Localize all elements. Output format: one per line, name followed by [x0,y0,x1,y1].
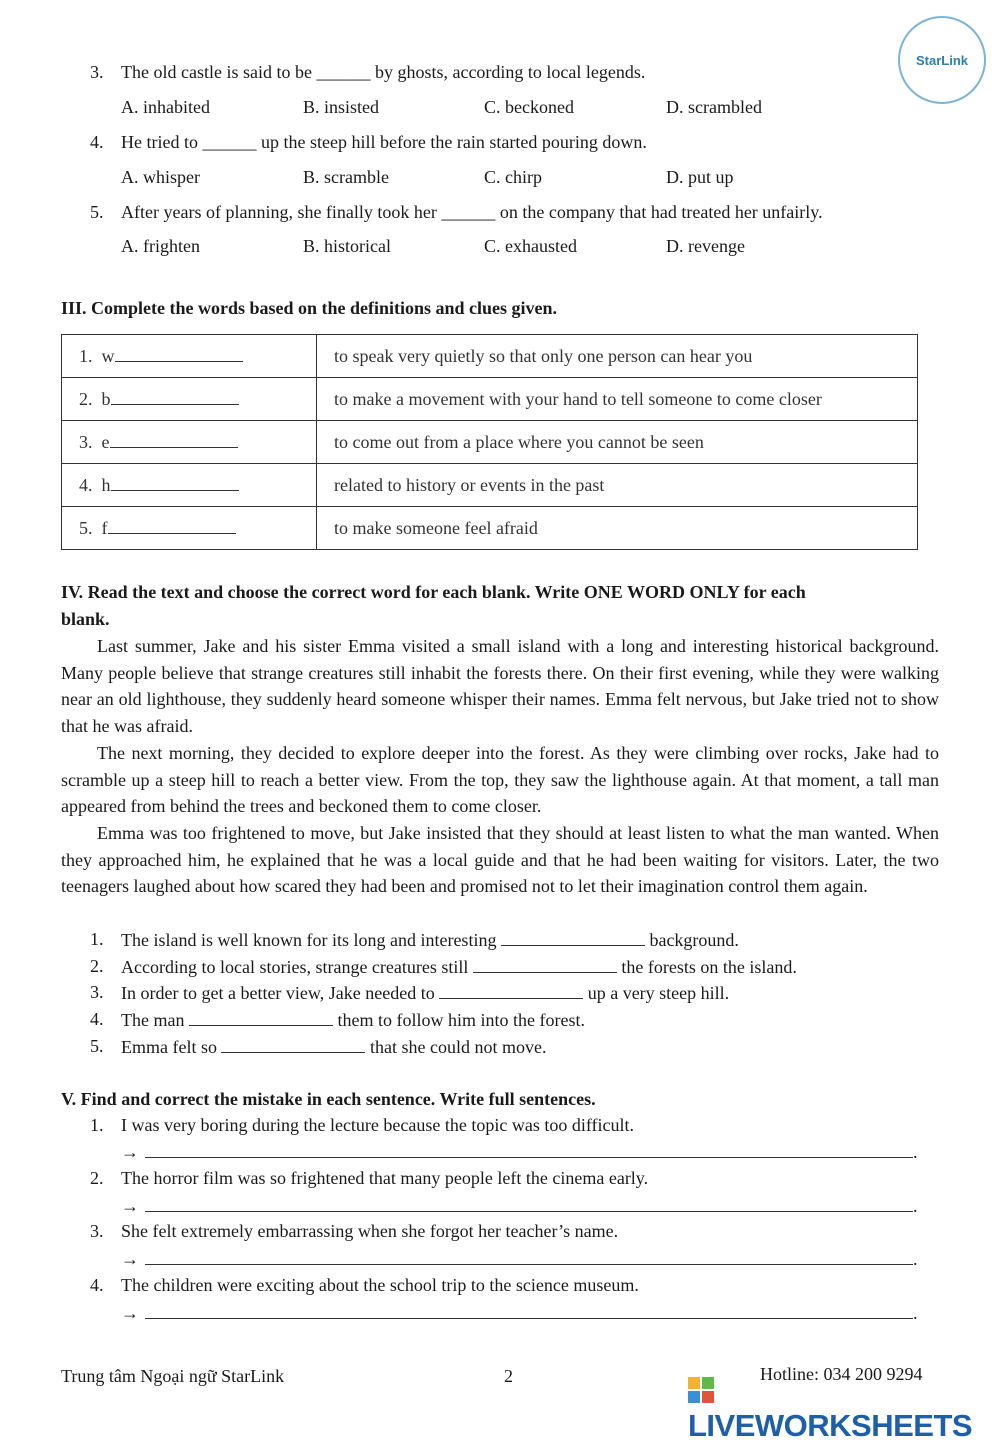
reading-paragraph-3 [61,820,939,900]
table-row [62,335,918,378]
liveworksheets-icon [688,1377,714,1403]
answer-blank[interactable] [439,982,583,999]
question-text-after: background. [649,930,739,950]
answer-input[interactable] [145,1141,913,1158]
row-number: 1. [79,346,93,366]
question-text: After years of planning, she finally took her ______ on the company that had treated her unfairly. [121,202,823,222]
question-number: 2. [90,956,104,976]
question-text-after: up a very steep hill. [587,983,730,1003]
end-mark: . [913,1142,918,1162]
word-cell[interactable] [62,421,317,464]
question-number: 2. [90,1168,104,1188]
word-blank[interactable] [108,517,236,534]
answer-blank[interactable] [473,956,617,973]
end-mark: . [913,1249,918,1269]
question-text-before: In order to get a better view, Jake needed to [121,983,435,1003]
question-text-before: Emma felt so [121,1037,217,1057]
option-d[interactable]: D. revenge [666,236,745,256]
question-number: 4. [90,1009,104,1029]
definition-cell: to come out from a place where you cannot be seen [317,421,918,464]
option-a[interactable]: A. inhabited [121,97,210,117]
question-text: I was very boring during the lecture because the topic was too difficult. [121,1115,635,1135]
answer-input[interactable] [145,1195,913,1212]
logo-text: StarLink [915,52,968,68]
word-blank[interactable] [115,345,243,362]
option-d[interactable]: D. put up [666,167,734,187]
table-row [62,507,918,550]
question-number: 1. [90,1115,104,1135]
option-d[interactable]: D. scrambled [666,97,762,117]
option-b[interactable]: B. scramble [303,167,389,187]
option-c[interactable]: C. exhausted [484,236,577,256]
footer-center-name: Trung tâm Ngoại ngữ StarLink [61,1366,285,1386]
answer-input[interactable] [145,1302,913,1319]
table-row [62,464,918,507]
question-text-after: that she could not move. [369,1037,547,1057]
definition-cell: to speak very quietly so that only one person can hear you [317,335,918,378]
question-number: 1. [90,929,104,949]
watermark-text: LIVEWORKSHEETS [688,1408,973,1443]
option-b[interactable]: B. historical [303,236,391,256]
answer-line [121,1302,921,1324]
option-a[interactable]: A. whisper [121,167,200,187]
definition-cell: to make a movement with your hand to tell someone to come closer [317,378,918,421]
liveworksheets-watermark [688,1372,1000,1444]
row-number: 5. [79,518,93,538]
answer-line [121,1248,921,1270]
arrow-icon: → [121,1303,139,1323]
question-text: The horror film was so frightened that many people left the cinema early. [121,1168,649,1188]
footer-hotline: Hotline: 034 200 9294 [760,1364,923,1384]
reading-paragraph-2 [61,740,939,820]
word-blank[interactable] [111,388,239,405]
reading-paragraph-1 [61,633,939,740]
table-row [62,378,918,421]
arrow-icon: → [121,1249,139,1269]
word-cell[interactable] [62,507,317,550]
section-4-heading-cont: blank. [61,609,110,629]
question-number: 3. [90,1221,104,1241]
option-a[interactable]: A. frighten [121,236,200,256]
paragraph-text: Emma was too frightened to move, but Jake insisted that they should at least listen to what the man wanted. When they approached him, he explained that he was a local guide and that he had been waiting for visitors. Later, the two teenagers laughed about how scared they had been and promised not to let their imagination control them again. [61,823,939,897]
question-number: 3. [90,982,104,1002]
question-text-after: the forests on the island. [621,957,797,977]
question-number: 5. [90,202,104,222]
first-letter: w [101,346,115,366]
answer-input[interactable] [145,1248,913,1265]
answer-blank[interactable] [221,1036,365,1053]
option-c[interactable]: C. beckoned [484,97,574,117]
option-c[interactable]: C. chirp [484,167,542,187]
row-number: 2. [79,389,93,409]
section-3-heading: III. Complete the words based on the definitions and clues given. [61,298,558,318]
question-number: 5. [90,1036,104,1056]
question-number: 3. [90,62,104,82]
arrow-icon: → [121,1142,139,1162]
question-text-after: them to follow him into the forest. [337,1010,585,1030]
question-text: The children were exciting about the school trip to the science museum. [121,1275,639,1295]
arrow-icon: → [121,1196,139,1216]
question-text: She felt extremely embarrassing when she forgot her teacher’s name. [121,1221,619,1241]
question-number: 4. [90,1275,104,1295]
clues-table [61,334,918,550]
word-cell[interactable] [62,464,317,507]
section-4-heading: IV. Read the text and choose the correct word for each blank. Write ONE WORD ONLY for each [61,582,806,602]
question-text: The old castle is said to be ______ by ghosts, according to local legends. [121,62,646,82]
answer-line [121,1141,921,1163]
first-letter: b [101,389,111,409]
answer-blank[interactable] [189,1009,333,1026]
row-number: 4. [79,475,93,495]
definition-cell: to make someone feel afraid [317,507,918,550]
first-letter: f [101,518,108,538]
question-number: 4. [90,132,104,152]
row-number: 3. [79,432,93,452]
first-letter: h [101,475,111,495]
end-mark: . [913,1196,918,1216]
answer-line [121,1195,921,1217]
question-text-before: The man [121,1010,185,1030]
word-blank[interactable] [111,474,239,491]
word-blank[interactable] [110,431,238,448]
starlink-logo [898,16,986,104]
table-row [62,421,918,464]
paragraph-text: The next morning, they decided to explore deeper into the forest. As they were climbing over rocks, Jake had to scramble up a steep hill to reach a better view. From the top, they saw the lighthouse again. At that moment, a tall man appeared from behind the trees and beckoned them to come closer. [61,743,939,817]
word-cell[interactable] [62,335,317,378]
question-text-before: According to local stories, strange creatures still [121,957,469,977]
paragraph-text: Last summer, Jake and his sister Emma visited a small island with a long and interesting historical background. Many people believe that strange creatures still inhabit the forests there. On their first evening, while they were walking near an old lighthouse, they suddenly heard someone whisper their names. Emma felt nervous, but Jake tried not to show that he was afraid. [61,636,939,737]
word-cell[interactable] [62,378,317,421]
first-letter: e [101,432,110,452]
option-b[interactable]: B. insisted [303,97,380,117]
page-number: 2 [504,1366,513,1386]
question-text-before: The island is well known for its long and interesting [121,930,497,950]
question-text: He tried to ______ up the steep hill before the rain started pouring down. [121,132,647,152]
section-5-heading: V. Find and correct the mistake in each sentence. Write full sentences. [61,1089,596,1109]
definition-cell: related to history or events in the past [317,464,918,507]
answer-blank[interactable] [501,929,645,946]
end-mark: . [913,1303,918,1323]
